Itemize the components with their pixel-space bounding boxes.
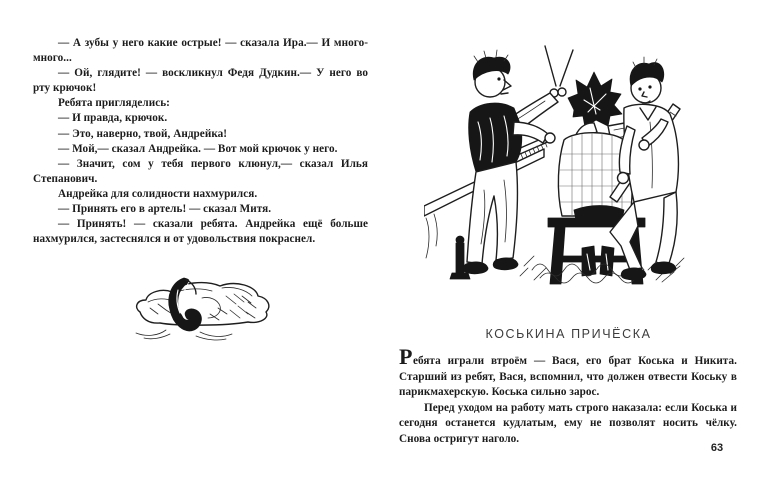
- drop-cap: Р: [399, 344, 413, 369]
- catfish-tailpiece-illustration: [126, 274, 278, 346]
- paragraph: — Принять его в артель! — сказал Митя.: [58, 203, 272, 216]
- chapter-title: КОСЬКИНА ПРИЧЁСКА: [485, 327, 652, 341]
- paragraph: Андрейка для солидности нахмурился.: [58, 187, 258, 200]
- paragraph: — И правда, крючок.: [58, 112, 168, 125]
- paragraph: Ребята пригляделись:: [58, 97, 170, 110]
- paragraph-text: ебята играли втроём — Вася, его брат Коська и Никита. Старший из ребят, Вася, вспомнил, что должен отвести Коську в парикмахерскую. Коська сильно зарос.: [399, 355, 737, 398]
- paragraph: — А зубы у него какие острые! — сказала Ира.— И много-много...: [33, 37, 368, 65]
- paragraph: — Это, наверно, твой, Андрейка!: [58, 127, 228, 140]
- paragraph: — Ой, глядите! — воскликнул Федя Дудкин.— У него во рту крючок!: [33, 67, 368, 95]
- paragraph: [399, 344, 737, 401]
- paragraph: — Значит, сом у тебя первого клюнул,— сказал Илья Степанович.: [33, 157, 368, 185]
- paragraph: — Мой,— сказал Андрейка. — Вот мой крючок у него.: [58, 142, 338, 155]
- right-page-text: [399, 344, 737, 447]
- page-number: 63: [710, 442, 724, 454]
- left-page-text: [33, 36, 368, 247]
- paragraph: Перед уходом на работу мать строго наказала: если Коська и сегодня останется кудлатым, ему не позволят носить чёлку. Снова остригут наголо.: [399, 401, 737, 445]
- haircut-scene-illustration: [424, 30, 696, 292]
- paragraph: — Принять! — сказали ребята. Андрейка ещё больше нахмурился, застеснялся и от удовольствия покраснел.: [33, 218, 368, 246]
